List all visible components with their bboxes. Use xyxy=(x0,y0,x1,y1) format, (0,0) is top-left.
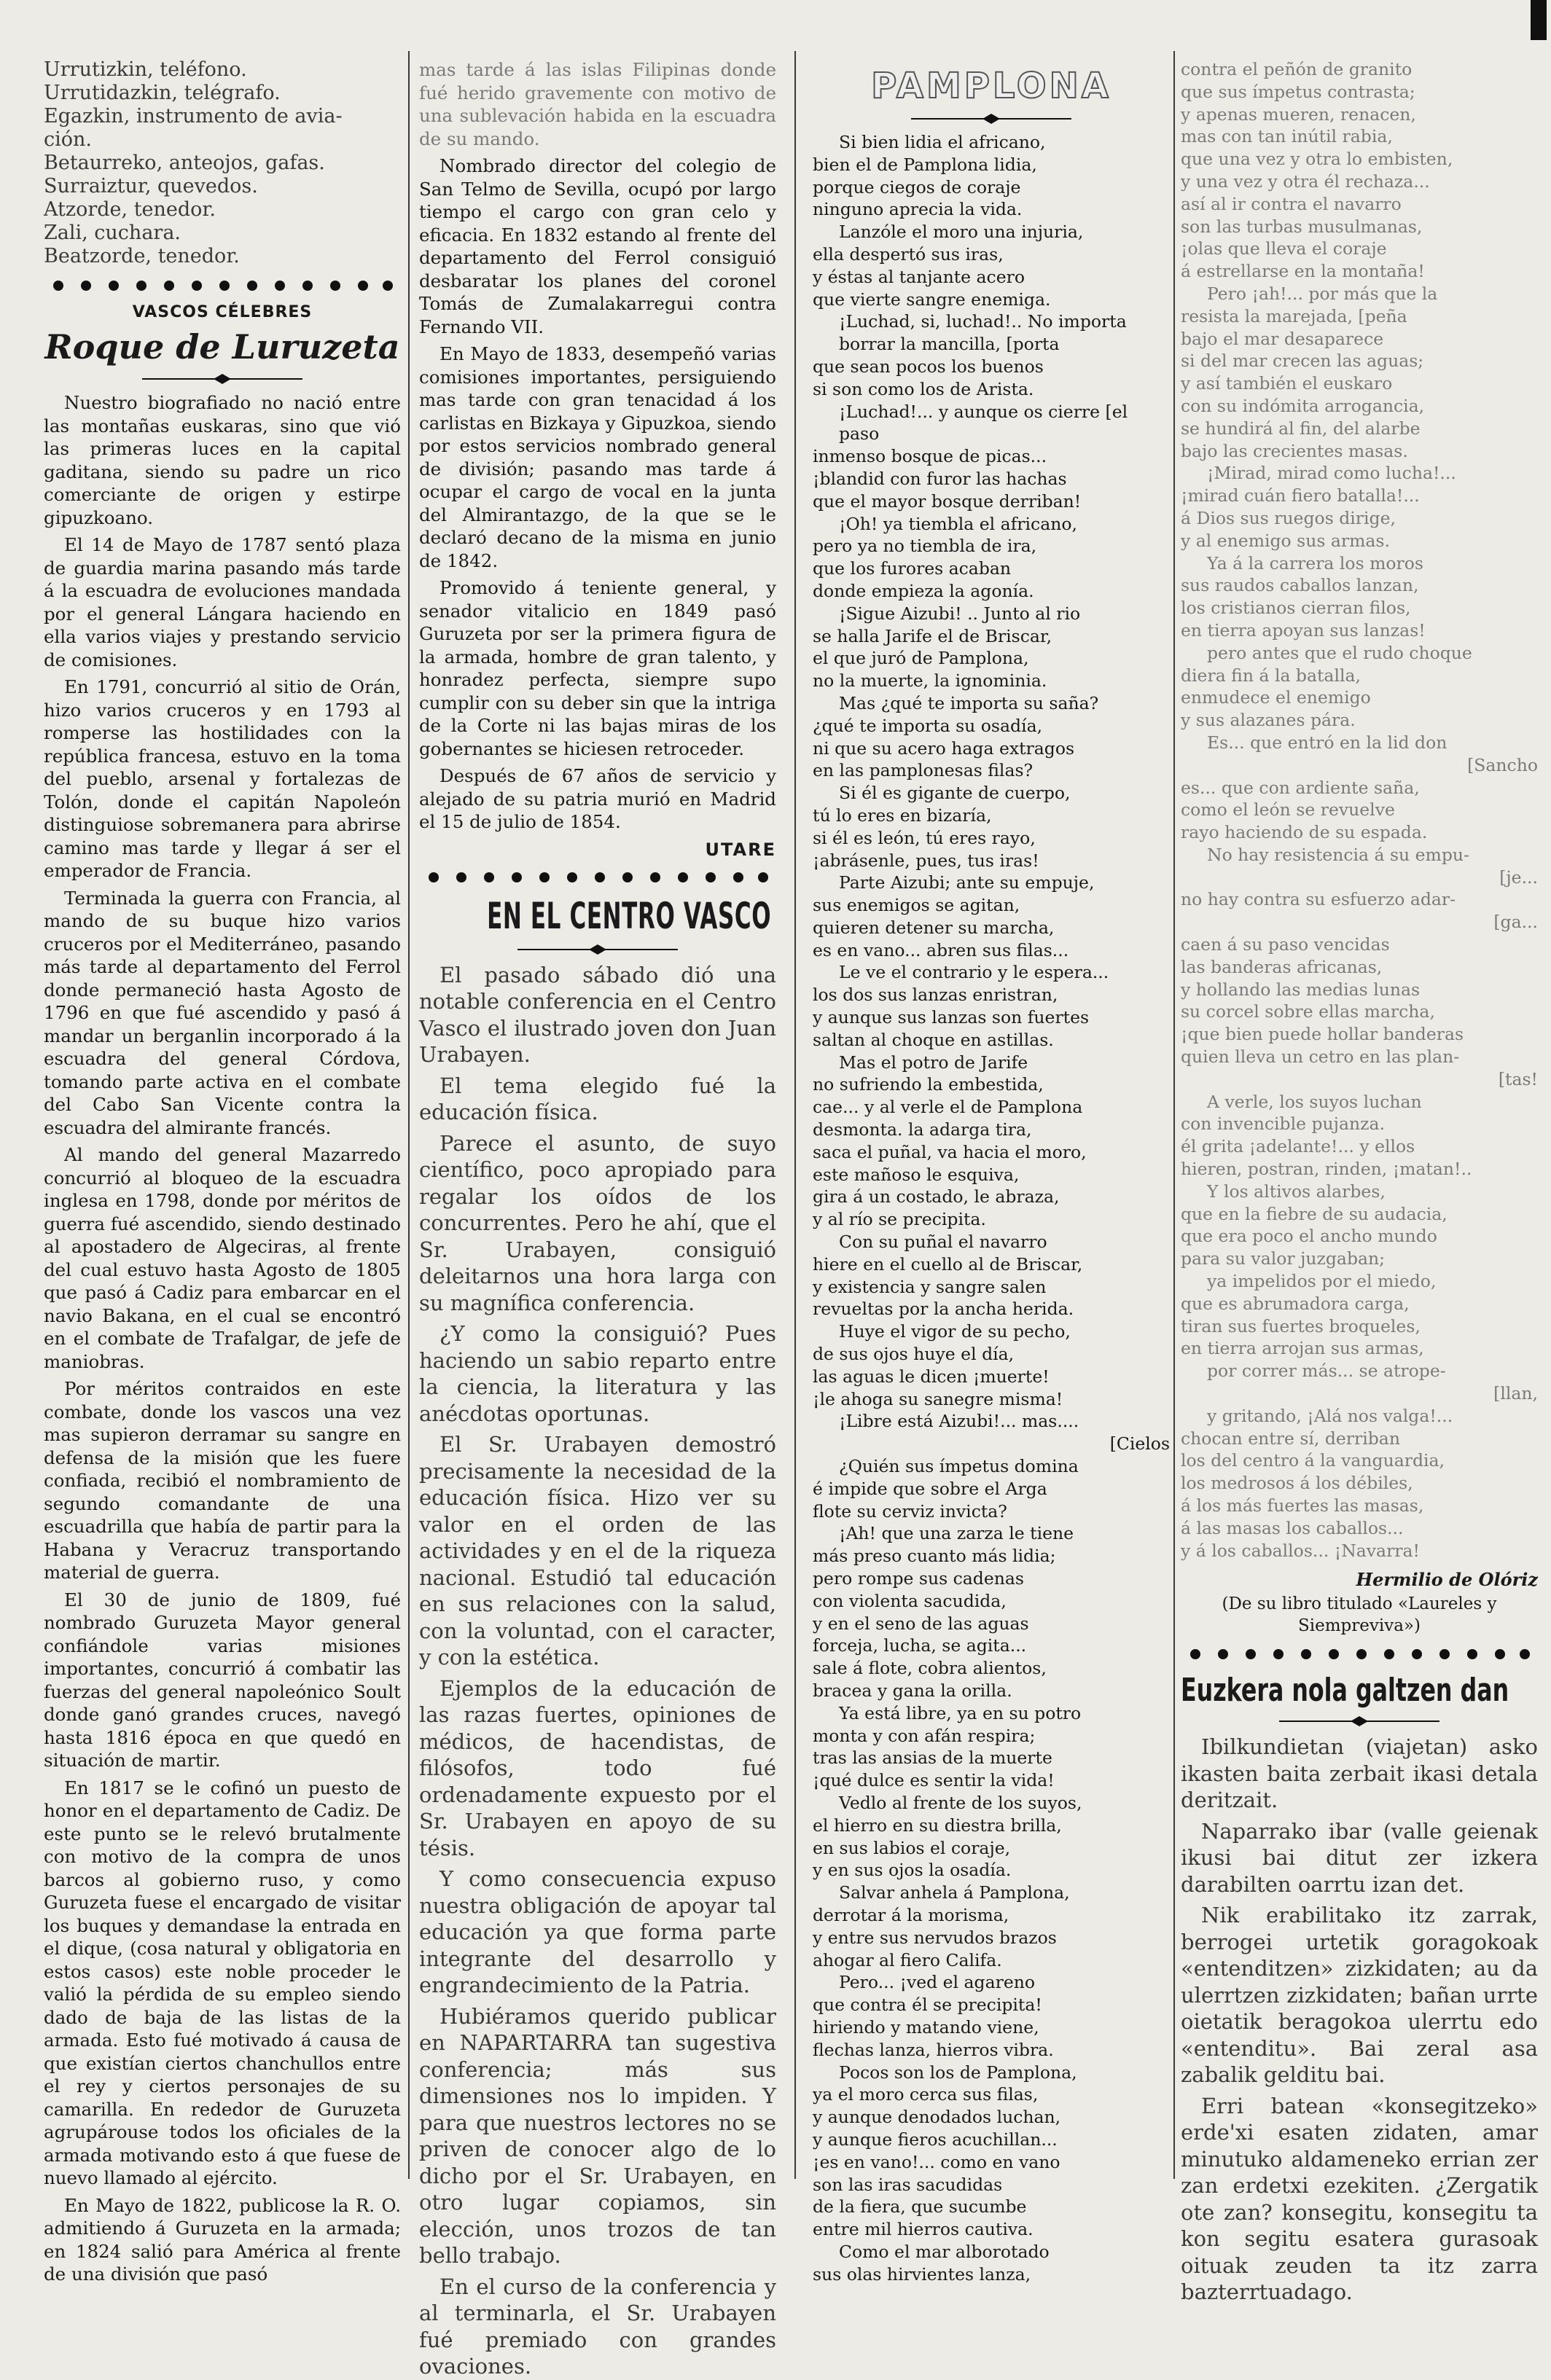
verse-line: mas con tan inútil rabia, xyxy=(1181,126,1393,147)
verse-line: más preso cuanto más lidia; xyxy=(813,1546,1056,1567)
verse-line: Si bien lidia el africano, xyxy=(839,132,1046,152)
title-ornament xyxy=(142,374,302,384)
verse-line: ya el moro cerca sus filas, xyxy=(813,2084,1039,2105)
verse-line: hieren, postran, rinden, ¡matan!.. xyxy=(1181,1159,1472,1180)
verse-line: y en sus ojos la osadía. xyxy=(813,1860,1012,1881)
verse-line: ella despertó sus iras, xyxy=(813,243,1004,265)
paragraph: Erri batean «konsegitzeko» erde'xi esaten zidaten, amar minutuko aldameneko errian zer zan erdetxi ezekiten. ¿Zergatik ote zan? konsegitu, konsegitu ta kon segitu esatera gurasoak oituak zeuden ta itz zarra bazterrtuadago. xyxy=(1181,2093,1538,2305)
verse-line: Ya á la carrera los moros xyxy=(1207,552,1423,574)
paragraph: mas tarde á las islas Filipinas donde fué herido gravemente con motivo de una sublevación habida en la escuadra de su mando. xyxy=(419,59,776,149)
verse-line: rayo haciendo de su espada. xyxy=(1181,822,1428,843)
paragraph: Hubiéramos querido publicar en NAPARTARRA tan sugestiva conferencia; más sus dimensiones nos lo impiden. Y para que nuestros lectores no se priven de conocer algo de lo dicho por el Sr. Urabayen, en otro lugar copiamos, sin elección, unos trozos de tan bello trabajo. xyxy=(419,2003,776,2268)
column-1 xyxy=(44,58,401,2285)
ornament-divider xyxy=(419,870,776,885)
vocabulary-item: Egazkin, instrumento de avia- xyxy=(44,105,343,128)
verse-line: ¡Mirad, mirad como lucha!... xyxy=(1207,463,1456,484)
verse-line: Mas el potro de Jarife xyxy=(839,1052,1028,1073)
verse-line: no hay contra su esfuerzo adar- xyxy=(1181,889,1456,910)
verse-line: ¡Sigue Aizubi! .. Junto al rio xyxy=(839,603,1081,624)
verse-line: chocan entre sí, derriban xyxy=(1181,1428,1400,1449)
verse-line: Pocos son los de Pamplona, xyxy=(839,2062,1077,2083)
paragraph: Y como consecuencia expuso nuestra obligación de apoyar tal educación ya que forma parte integrante del desarrollo y engrandecimiento de la Patria. xyxy=(419,1866,776,1997)
verse-line: y apenas mueren, renacen, xyxy=(1181,103,1416,125)
article-body xyxy=(44,391,401,2286)
verse-line: son las iras sacudidas xyxy=(813,2174,1003,2195)
verse-line: á las masas los caballos... xyxy=(1181,1517,1404,1538)
verse-line: bracea y gana la orilla. xyxy=(813,1680,1012,1701)
vocabulary-item: Atzorde, tenedor. xyxy=(44,198,216,221)
ornament-divider xyxy=(1181,1647,1538,1661)
paragraph: En el curso de la conferencia y al terminarla, el Sr. Urabayen fué premiado con grandes ovaciones. xyxy=(419,2274,776,2379)
verse-line: [tas! xyxy=(1498,1068,1538,1089)
verse-line: que los furores acaban xyxy=(813,558,1012,579)
verse-line: ninguno aprecia la vida. xyxy=(813,199,1023,220)
article-title: Roque de Luruzeta xyxy=(44,327,400,367)
vocabulary-item: Urrutidazkin, telégrafo. xyxy=(44,82,281,104)
verse-line: de sus ojos huye el día, xyxy=(813,1344,1015,1365)
verse-line: ¡Oh! ya tiembla el africano, xyxy=(839,513,1077,534)
poem-continuation xyxy=(1181,58,1538,1562)
verse-line: desmonta. la adarga tira, xyxy=(813,1119,1032,1140)
column-4 xyxy=(1181,58,1538,2305)
verse-line: que es abrumadora carga, xyxy=(1181,1293,1410,1314)
verse-line: diera fin á la batalla, xyxy=(1181,665,1361,686)
paragraph: Nombrado director del colegio de San Telmo de Sevilla, ocupó por largo tiempo el cargo con gran celo y eficacia. En 1832 estando al frente del departamento del Ferrol consiguió desbaratar los planes del coronel Tomás de Zumalakarregui contra Fernando VII. xyxy=(419,155,776,337)
verse-line: contra el peñón de granito xyxy=(1181,59,1413,79)
article-continuation xyxy=(419,58,776,834)
verse-line: Vedlo al frente de los suyos, xyxy=(839,1792,1082,1813)
verse-line: inmenso bosque de picas... xyxy=(813,446,1047,467)
vocabulary-item: Surraiztur, quevedos. xyxy=(44,175,258,197)
verse-line: y aunque fieros acuchillan... xyxy=(813,2129,1058,2150)
verse-line: Mas ¿qué te importa su saña? xyxy=(839,692,1099,713)
paragraph: Ejemplos de la educación de las razas fuertes, opiniones de médicos, de hacendistas, de filósofos, todo fué ordenadamente expuesto por el Sr. Urabayen en apoyo de su tésis. xyxy=(419,1675,776,1860)
verse-line: pero ya no tiembla de ira, xyxy=(813,536,1037,557)
poem-author: Hermilio de Olóriz xyxy=(1356,1569,1538,1591)
verse-line: gira á un costado, le abraza, xyxy=(813,1186,1060,1207)
verse-line: si del mar crecen las aguas; xyxy=(1181,351,1424,372)
verse-line: sus raudos caballos lanzan, xyxy=(1181,575,1419,596)
verse-line: bajo el mar desaparece xyxy=(1181,328,1384,349)
paragraph: Terminada la guerra con Francia, al mando de su buque hizo varios cruceros por el Mediterráneo, pasando más tarde al departamento del Ferrol donde permaneció hasta Agosto de 1796 en que fué ascendido y pasó á mandar un berganlin incorporado á la escuadra del general Córdova, tomando parte activa en el combate del Cabo San Vicente contra la escuadra del almirante francés. xyxy=(44,887,401,1138)
verse-line: que una vez y otra lo embisten, xyxy=(1181,149,1453,170)
verse-line: de la fiera, que sucumbe xyxy=(813,2196,1027,2217)
verse-line: A verle, los suyos luchan xyxy=(1207,1091,1422,1112)
verse-line: ¿qué te importa su osadía, xyxy=(813,715,1043,736)
verse-line: se hundirá al fin, del alarbe xyxy=(1181,418,1421,439)
verse-line: [Sancho xyxy=(1467,754,1538,775)
verse-line: con invencible pujanza. xyxy=(1181,1113,1385,1135)
verse-line: ni que su acero haga extragos xyxy=(813,737,1075,759)
verse-line: su corcel sobre ellas marcha, xyxy=(1181,1001,1435,1022)
verse-line: ¿Quién sus ímpetus domina xyxy=(839,1456,1079,1477)
page-edge-mark xyxy=(1531,0,1547,40)
paragraph: Después de 67 años de servicio y alejado de su patria murió en Madrid el 15 de julio de 1854. xyxy=(419,765,776,832)
verse-line: los medrosos á los débiles, xyxy=(1181,1473,1413,1494)
verse-line: ahogar al fiero Califa. xyxy=(813,1949,1002,1970)
section-label: VASCOS CÉLEBRES xyxy=(132,303,313,321)
verse-line: que sean pocos los buenos xyxy=(813,356,1044,377)
paragraph: Ibilkundietan (viajetan) asko ikasten baita zerbait ikasi detala deritzait. xyxy=(1181,1734,1538,1813)
verse-line: y así también el euskaro xyxy=(1181,373,1393,394)
verse-line: pero rompe sus cadenas xyxy=(813,1568,1024,1589)
verse-line: el que juró de Pamplona, xyxy=(813,648,1029,669)
verse-line: donde empieza la agonía. xyxy=(813,580,1034,601)
verse-line: Parte Aizubi; ante su empuje, xyxy=(839,872,1095,893)
verse-line: entre mil hierros cautiva. xyxy=(813,2219,1034,2240)
verse-line: [llan, xyxy=(1493,1383,1538,1404)
paragraph: El Sr. Urabayen demostró precisamente la necesidad de la educación física. Hizo ver su valor en el orden de las actividades y en el de la riqueza nacional. Estudió tal educación en sus relaciones con la salud, con la voluntad, con el caracter, y con la estética. xyxy=(419,1432,776,1669)
verse-line: ¡que bien puede hollar banderas xyxy=(1181,1024,1464,1045)
verse-line: con violenta sacudida, xyxy=(813,1590,1007,1611)
verse-line: [je... xyxy=(1499,866,1538,888)
vocabulary-item: Zali, cuchara. xyxy=(44,222,181,244)
verse-line: ¡qué dulce es sentir la vida! xyxy=(813,1770,1055,1791)
verse-line: revueltas por la ancha herida. xyxy=(813,1299,1074,1320)
verse-line: Pero... ¡ved el agareno xyxy=(839,1972,1036,1993)
verse-line: Ya está libre, ya en su potro xyxy=(839,1702,1082,1723)
verse-line: los dos sus lanzas enristran, xyxy=(813,985,1058,1006)
verse-line: que el mayor bosque derriban! xyxy=(813,490,1082,512)
verse-line: ¡le ahoga su sanegre misma! xyxy=(813,1388,1063,1409)
verse-line: á los más fuertes las masas, xyxy=(1181,1495,1424,1516)
verse-line: cae... y al verle el de Pamplona xyxy=(813,1097,1083,1118)
verse-line: y existencia y sangre salen xyxy=(813,1276,1047,1297)
verse-line: y aunque sus lanzas son fuertes xyxy=(813,1007,1090,1028)
verse-line: es en vano... abren sus filas... xyxy=(813,939,1069,960)
verse-line: No hay resistencia á su empu- xyxy=(1207,844,1469,865)
paragraph: El 14 de Mayo de 1787 sentó plaza de guardia marina pasando más tarde á la escuadra de evoluciones mandada por el general Lángara haciendo en ella varios viajes y prestando servicio de comisiones. xyxy=(44,534,401,670)
column-3 xyxy=(813,58,1170,2285)
verse-line: caen á su paso vencidas xyxy=(1181,934,1390,955)
verse-line: ¡olas que lleva el coraje xyxy=(1181,238,1387,259)
verse-line: Es... que entró en la lid don xyxy=(1207,732,1448,753)
verse-line: flote su cerviz invicta? xyxy=(813,1500,1007,1522)
paragraph: El tema elegido fué la educación física. xyxy=(419,1073,776,1124)
verse-line: y gritando, ¡Alá nos valga!... xyxy=(1207,1405,1453,1426)
verse-line: sus enemigos se agitan, xyxy=(813,895,1020,916)
verse-line: ¡Luchad!... y aunque os cierre [el paso xyxy=(839,401,1128,445)
verse-line: ya impelidos por el miedo, xyxy=(1207,1271,1437,1292)
paragraph: Promovido á teniente general, y senador vitalicio en 1849 pasó Guruzeta por ser la primera figura de la armada, hombre de gran talento, y honradez perfecta, siempre supo cumplir con su deber sin que la intriga de la Corte ni las bajas miras de los gobernantes se hiciesen retroceder. xyxy=(419,577,776,759)
verse-line: y sus alazanes pára. xyxy=(1181,710,1356,731)
verse-line: hiriendo y matando viene, xyxy=(813,2016,1039,2038)
column-rule xyxy=(794,51,796,2179)
paragraph: El 30 de junio de 1809, fué nombrado Guruzeta Mayor general confiándole varias misiones importantes, concurrió á combatir las fuerzas del general napoleónico Soult donde ganó grandes cruces, navegó hasta 1816 época en que quedó en situación de martir. xyxy=(44,1589,401,1771)
verse-line: las aguas le dicen ¡muerte! xyxy=(813,1366,1050,1387)
verse-line: en sus labios el coraje, xyxy=(813,1837,1011,1858)
vocabulary-item: Betaurreko, anteojos, gafas. xyxy=(44,152,325,174)
paragraph: En 1791, concurrió al sitio de Orán, hizo varios cruceros y en 1793 al romperse las hostilidades con la república francesa, estuvo en la toma del pueblo, arsenal y fortalezas de Tolón, donde el capitán Napoleón distinguiose sobremanera para abrirse camino mas tarde y llegar á ser el emperador de Francia. xyxy=(44,676,401,881)
verse-line: Lanzóle el moro una injuria, xyxy=(839,222,1084,243)
verse-line: ¡es en vano!... como en vano xyxy=(813,2151,1060,2172)
verse-line: y aunque denodados luchan, xyxy=(813,2107,1061,2128)
verse-line: enmudece el enemigo xyxy=(1181,687,1371,708)
verse-line: que era poco el ancho mundo xyxy=(1181,1226,1437,1247)
article-body xyxy=(1181,1734,1538,2306)
verse-line: que vierte sangre enemiga. xyxy=(813,289,1051,310)
verse-line: así al ir contra el navarro xyxy=(1181,193,1402,214)
verse-line: Huye el vigor de su pecho, xyxy=(839,1321,1071,1342)
verse-line: en tierra arrojan sus armas, xyxy=(1181,1338,1424,1359)
verse-line: que sus ímpetus contrasta; xyxy=(1181,81,1415,102)
column-2 xyxy=(419,58,776,2379)
verse-line: ¡Luchad, si, luchad!.. No importa borrar la mancilla, [porta xyxy=(839,311,1127,355)
verse-line: en las pamplonesas filas? xyxy=(813,760,1034,781)
verse-line: el hierro en su diestra brilla, xyxy=(813,1815,1062,1836)
verse-line: en tierra apoyan sus lanzas! xyxy=(1181,619,1426,641)
verse-line: forceja, lucha, se agita... xyxy=(813,1635,1027,1656)
verse-line: quien lleva un cetro en las plan- xyxy=(1181,1046,1460,1068)
verse-line: resista la marejada, [peña xyxy=(1181,305,1407,326)
verse-line: monta y con afán respira; xyxy=(813,1725,1036,1746)
verse-line: bien el de Pamplona lidia, xyxy=(813,154,1037,175)
ornament-divider xyxy=(44,278,401,293)
author-signature: UTARE xyxy=(705,839,776,860)
paragraph: Por méritos contraidos en este combate, donde los vascos una vez mas supieron derramar su sangre en defensa de la misión que les fuere confiada, recibió el nombramiento de segundo comandante de una escuadrilla que había de partir para la Habana y Veracruz transportando material de guerra. xyxy=(44,1378,401,1583)
verse-line: ¡blandid con furor las hachas xyxy=(813,468,1067,489)
verse-line: ¡Libre está Aizubi!... mas.... xyxy=(839,1411,1079,1432)
verse-line: [ga... xyxy=(1493,912,1538,933)
title-ornament xyxy=(517,944,678,955)
verse-line: con su indómita arrogancia, xyxy=(1181,395,1425,416)
poem-body xyxy=(813,131,1170,2286)
title-ornament xyxy=(911,114,1071,124)
vocabulary-item: Beatzorde, tenedor. xyxy=(44,245,240,267)
verse-line: Le ve el contrario y le espera... xyxy=(839,962,1109,983)
column-rule xyxy=(1173,51,1175,2179)
verse-line: que en la fiebre de su audacia, xyxy=(1181,1203,1448,1224)
article-body xyxy=(419,962,776,2380)
paragraph: Nuestro biografiado no nació entre las montañas euskaras, sino que vió las primeras luces en la capital gaditana, siendo su padre un rico comerciante de origen y estirpe gipuzkoano. xyxy=(44,392,401,528)
poem-title: PAMPLONA xyxy=(871,66,1112,106)
verse-line: bajo las crecientes masas. xyxy=(1181,440,1408,461)
verse-line: él grita ¡adelante!... y ellos xyxy=(1181,1136,1415,1157)
paragraph: En 1817 se le cofinó un puesto de honor en el departamento de Cadiz. De este punto se le relevó brutalmente con motivo de la compra de unos barcos al gobierno ruso, y como Guruzeta fuese el encargado de visitar los buques y demandase la entrada en el dique, (cosa natural y obligatoria en estos casos) este noble proceder le valió la pérdida de su empleo siendo dado de baja de las listas de la armada. Esto fué motivado á causa de que existían ciertos chanchullos entre el rey y ciertos personajes de su camarilla. En rededor de Guruzeta agrupárouse todos los oficiales de la armada motivando esto á que fuese de nuevo llamado al ejército. xyxy=(44,1777,401,2188)
verse-line: Y los altivos alarbes, xyxy=(1207,1181,1386,1202)
verse-line: Con su puñal el navarro xyxy=(839,1232,1047,1253)
paragraph: ¿Y como la consiguió? Pues haciendo un sabio reparto entre la ciencia, la literatura y las anécdotas oportunas. xyxy=(419,1321,776,1426)
verse-line: para su valor juzgaban; xyxy=(1181,1248,1386,1269)
verse-line: Pero ¡ah!... por más que la xyxy=(1207,283,1438,304)
column-rule xyxy=(408,51,410,2179)
verse-line: y á los caballos... ¡Navarra! xyxy=(1181,1540,1420,1561)
verse-line: las banderas africanas, xyxy=(1181,956,1383,977)
verse-line: y hollando las medias lunas xyxy=(1181,979,1421,1000)
vocabulary-list xyxy=(44,58,401,268)
verse-line: ¡abrásenle, pues, tus iras! xyxy=(813,850,1039,871)
verse-line: si son como los de Arista. xyxy=(813,378,1034,399)
verse-line: tiran sus fuertes broqueles, xyxy=(1181,1315,1421,1336)
verse-line: por correr más... se atrope- xyxy=(1207,1361,1446,1382)
verse-line: y entre sus nervudos brazos xyxy=(813,1927,1057,1948)
verse-line: se halla Jarife el de Briscar, xyxy=(813,625,1052,646)
paragraph: Naparrako ibar (valle geienak ikusi bai ditut zer izkera darabilten oarrtu izan det. xyxy=(1181,1818,1538,1897)
verse-line: los del centro á la vanguardia, xyxy=(1181,1450,1445,1471)
verse-line: este mañoso le esquiva, xyxy=(813,1164,1020,1185)
verse-line: como el león se revuelve xyxy=(1181,799,1395,821)
verse-line: sale á flote, cobra alientos, xyxy=(813,1658,1047,1679)
paragraph: Nik erabilitako itz zarrak, berrogei urtetik goragokoak «entenditzen» zizkidaten; au da ulerrtzen zizkidaten; bañan urrte oietatik beragokoa ulerrtu edo «entenditu». Bai zeral asa zabalik gelditu bai. xyxy=(1181,1903,1538,2088)
verse-line: y éstas al tanjante acero xyxy=(813,266,1025,287)
article-title: Euzkera nola galtzen dan xyxy=(1181,1672,1509,1710)
verse-line: Salvar anhela á Pamplona, xyxy=(839,1882,1070,1903)
verse-line: no la muerte, la ignominia. xyxy=(813,670,1047,692)
verse-line: á estrellarse en la montaña! xyxy=(1181,261,1425,282)
verse-line: no sufriendo la embestida, xyxy=(813,1074,1044,1095)
vocabulary-item: Urrutizkin, teléfono. xyxy=(44,58,247,81)
verse-line: hiere en el cuello al de Briscar, xyxy=(813,1253,1083,1275)
verse-line: derrotar á la morisma, xyxy=(813,1904,1009,1925)
paragraph: Al mando del general Mazarredo concurrió al bloqueo de la escuadra inglesa en 1798, donde por méritos de guerra fué ascendido, siendo destinado al apostadero de Algeciras, al frente del cual estuvo hasta Agosto de 1805 que pasó á Cadiz para embarcar en el navio Bakana, en el cual se encontró en el combate de Trafalgar, de jefe de maniobras. xyxy=(44,1144,401,1372)
verse-line: y en el seno de las aguas xyxy=(813,1613,1029,1634)
paragraph: En Mayo de 1822, publicose la R. O. admitiendo á Guruzeta en la armada; en 1824 salió para América al frente de una división que pasó xyxy=(44,2194,401,2285)
verse-line: sus olas hirvientes lanza, xyxy=(813,2263,1031,2285)
verse-line: pero antes que el rudo choque xyxy=(1207,642,1472,663)
vocabulary-item: ción. xyxy=(44,128,92,151)
verse-line: los cristianos cierran filos, xyxy=(1181,598,1411,619)
verse-line: á Dios sus ruegos dirige, xyxy=(1181,507,1396,528)
verse-line: y al río se precipita. xyxy=(813,1209,986,1230)
verse-line: saltan al choque en astillas. xyxy=(813,1029,1054,1050)
article-title: EN EL CENTRO VASCO xyxy=(487,894,772,937)
verse-line: Si él es gigante de cuerpo, xyxy=(839,783,1071,804)
paragraph: Parece el asunto, de suyo científico, poco apropiado para regalar los oídos de los concurrentes. Pero he ahí, que el Sr. Urabayen, consiguió deleitarnos una hora larga con su magnífica conferencia. xyxy=(419,1130,776,1315)
verse-line: que contra él se precipita! xyxy=(813,1995,1042,2016)
verse-line: [Cielos xyxy=(1109,1433,1170,1455)
verse-line: quieren detener su marcha, xyxy=(813,917,1055,938)
verse-line: porque ciegos de coraje xyxy=(813,176,1021,197)
verse-line: ¡mirad cuán fiero batalla!... xyxy=(1181,485,1420,506)
verse-line: Como el mar alborotado xyxy=(839,2241,1050,2262)
source-note: (De su libro titulado «Laureles y Siempreviva») xyxy=(1222,1594,1497,1636)
verse-line: saca el puñal, va hacia el moro, xyxy=(813,1141,1087,1162)
verse-line: ¡Ah! que una zarza le tiene xyxy=(839,1523,1074,1544)
paragraph: En Mayo de 1833, desempeñó varias comisiones importantes, persiguiendo mas tarde con gran tenacidad á los carlistas en Bizkaya y Gipuzkoa, siendo por estos servicios nombrado general de división; pasando mas tarde á ocupar el cargo de vocal en la junta del Almirantazgo, de la que se le declaró decano de la misma en junio de 1842. xyxy=(419,343,776,571)
verse-line: tú lo eres en bizaría, xyxy=(813,805,992,826)
paragraph: El pasado sábado dió una notable conferencia en el Centro Vasco el ilustrado joven don Juan Urabayen. xyxy=(419,962,776,1067)
verse-line: si él es león, tú eres rayo, xyxy=(813,827,1036,848)
verse-line: é impide que sobre el Arga xyxy=(813,1478,1047,1499)
title-ornament xyxy=(1279,1716,1439,1726)
verse-line: y una vez y otra él rechaza... xyxy=(1181,171,1430,192)
verse-line: y al enemigo sus armas. xyxy=(1181,530,1390,551)
verse-line: flechas lanza, hierros vibra. xyxy=(813,2039,1054,2060)
verse-line: son las turbas musulmanas, xyxy=(1181,216,1423,237)
verse-line: tras las ansias de la muerte xyxy=(813,1747,1052,1769)
verse-line: es... que con ardiente saña, xyxy=(1181,777,1420,798)
